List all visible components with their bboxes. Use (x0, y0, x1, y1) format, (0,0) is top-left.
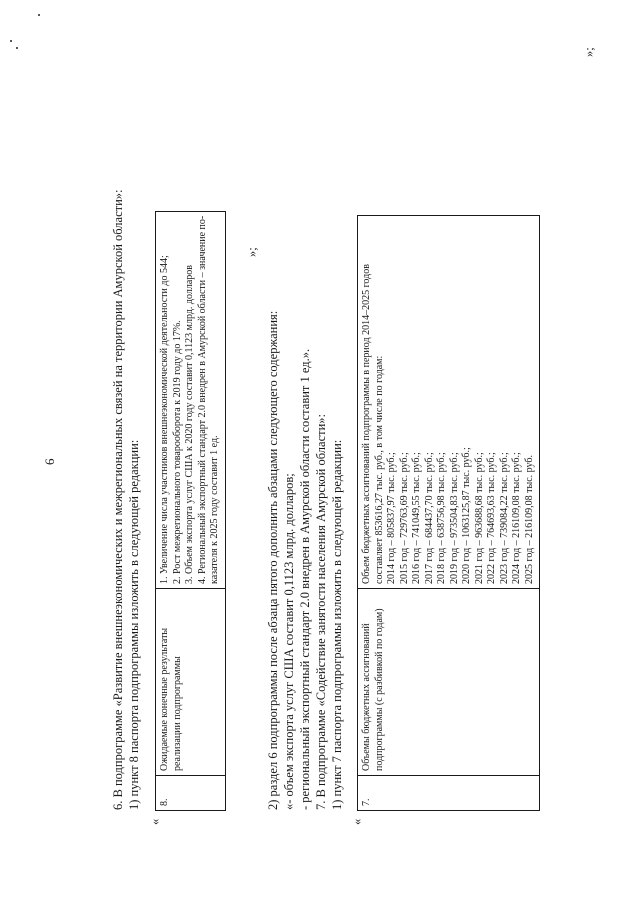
table1-close-quote: »; (245, 247, 259, 257)
paragraph-7-item-1: 1) пункт 7 паспорта подпрограммы изложить в следующей редакции: (330, 439, 344, 810)
passport-table-item-8 (155, 211, 226, 811)
result-line: 2. Рост межрегионального товарооборота к 2019 году до 17%. (171, 320, 183, 584)
paragraph-7-heading: 7. В подпрограмме «Содействие занятости населения Амурской области»: (314, 414, 328, 810)
budget-year-line: 2024 год – 216109,08 тыс. руб.; (511, 452, 522, 584)
table2-open-quote: « (350, 818, 364, 825)
budget-year-line: 2020 год – 1063125,87 тыс. руб.; (461, 447, 472, 584)
paragraph-6-heading: 6. В подпрограмме «Развитие внешнеэкономических и межрегиональных связей на территории Амурской области»: (111, 189, 125, 810)
row-caption (156, 589, 226, 776)
table2-close-quote: »; (582, 47, 596, 57)
result-line: 4. Региональный экспортный стандарт 2.0 внедрен в Амурской области – значение по- (196, 215, 208, 584)
budget-year-line: 2015 год – 729763,69 тыс. руб.; (398, 452, 410, 584)
budget-year-line: 2014 год – 805837,97 тыс. руб.; (386, 452, 397, 584)
row-content (156, 211, 226, 588)
paragraph-6-item-1: 1) пункт 8 паспорта подпрограммы изложить в следующей редакции: (127, 439, 141, 810)
page-number: 6 (42, 458, 57, 465)
row-caption-text: Ожидаемые конечные результаты реализации подпрограммы (159, 627, 183, 771)
row-content (358, 216, 540, 589)
result-line: 1. Увеличение числа участников внешнеэкономической деятельности до 544; (159, 255, 170, 584)
inserted-paragraph-2: - региональный экспортный стандарт 2.0 внедрен в Амурской области составит 1 ед.». (298, 348, 312, 810)
result-line: казателя к 2025 году составит 1 ед. (209, 435, 220, 584)
budget-intro: Объем бюджетных ассигнований подпрограммы в период 2014–2025 годов составляет 853616,27 тыс. руб., в том числе по годам: (361, 264, 385, 584)
table-row (358, 216, 540, 811)
row-caption (358, 589, 540, 776)
budget-year-line: 2023 год – 739084,22 тыс. руб.; (498, 452, 510, 584)
paragraph-6-item-2: 2) раздел 6 подпрограммы после абзаца пятого дополнить абзацами следующего содержания: (266, 310, 280, 810)
budget-year-line: 2021 год – 963688,68 тыс. руб.; (473, 452, 485, 584)
table-row (156, 211, 226, 810)
result-line: 3. Объем экспорта услуг США к 2020 году составит 0,1123 млрд. долларов (184, 264, 195, 584)
budget-year-line: 2016 год – 741049,55 тыс. руб.; (411, 452, 422, 584)
budget-year-line: 2018 год – 638756,98 тыс. руб.; (436, 452, 447, 584)
passport-table-item-7 (357, 215, 540, 811)
budget-year-line: 2019 год – 973504,83 тыс. руб.; (448, 452, 460, 584)
budget-year-line: 2017 год – 684437,70 тыс. руб.; (423, 452, 435, 584)
inserted-paragraph-1: «- объем экспорта услуг США составит 0,1123 млрд. долларов; (282, 473, 296, 810)
table1-open-quote: « (148, 818, 162, 825)
budget-year-line: 2025 год – 216109,08 тыс. руб. (523, 454, 535, 584)
row-number: 7. (358, 776, 540, 811)
row-number: 8. (156, 776, 226, 811)
row-caption-text: Объемы бюджетных ассигнований подпрограммы (с разбивкой по годам) (361, 608, 385, 771)
budget-year-line: 2022 год – 764693,63 тыс. руб.; (486, 452, 497, 584)
